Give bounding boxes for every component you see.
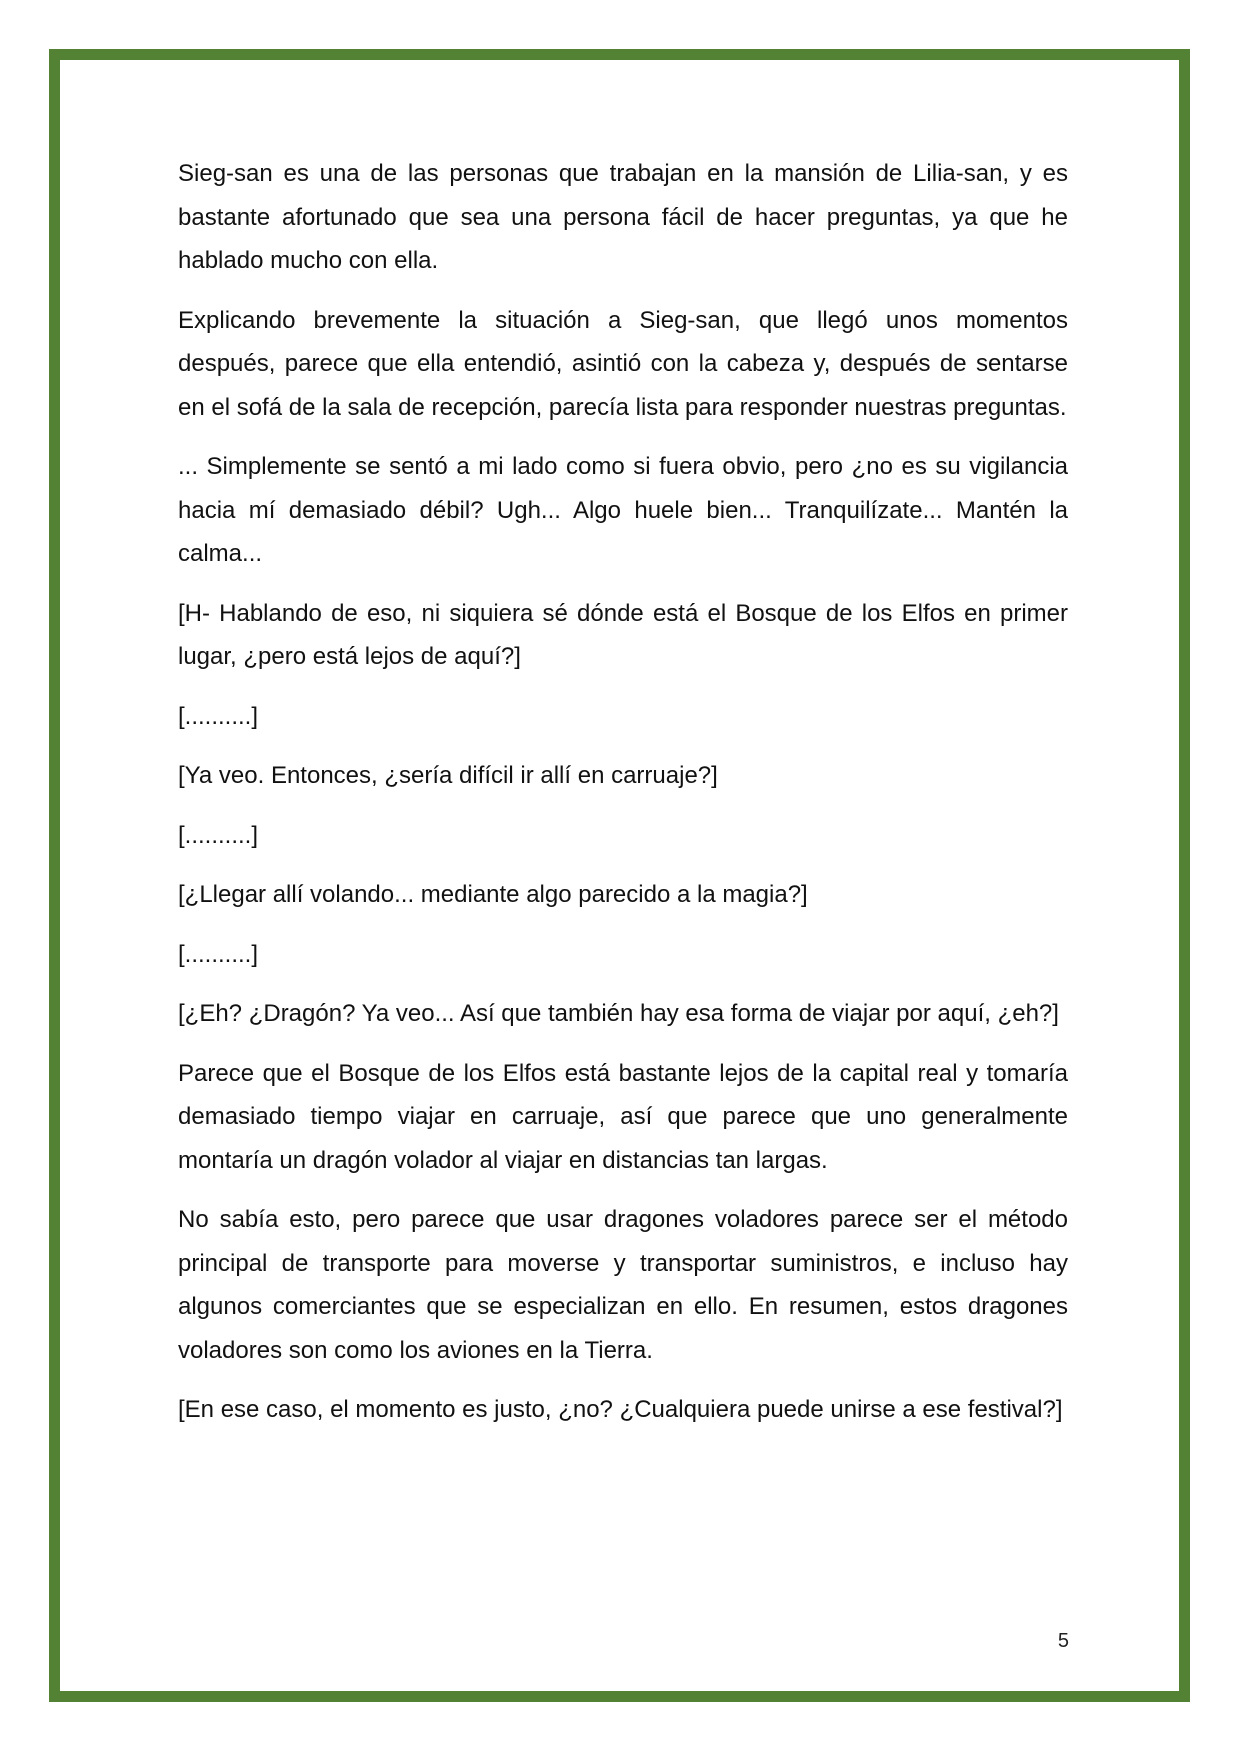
- paragraph: Sieg-san es una de las personas que trabajan en la mansión de Lilia-san, y es bastante afortunado que sea una persona fácil de hacer preguntas, ya que he hablado mucho con ella.: [178, 160, 1068, 274]
- page-body: [178, 152, 1068, 1448]
- paragraph: [¿Eh? ¿Dragón? Ya veo... Así que también hay esa forma de viajar por aquí, ¿eh?]: [178, 1000, 1059, 1027]
- paragraph: [¿Llegar allí volando... mediante algo parecido a la magia?]: [178, 881, 808, 908]
- paragraph: [H- Hablando de eso, ni siquiera sé dónde está el Bosque de los Elfos en primer lugar, ¿pero está lejos de aquí?]: [178, 599, 1068, 670]
- paragraph: [..........]: [178, 821, 259, 849]
- paragraph: [Ya veo. Entonces, ¿sería difícil ir allí en carruaje?]: [178, 762, 718, 789]
- paragraph: [En ese caso, el momento es justo, ¿no? ¿Cualquiera puede unirse a ese festival?]: [178, 1396, 1063, 1423]
- paragraph: No sabía esto, pero parece que usar dragones voladores parece ser el método principal de transporte para moverse y transportar suministros, e incluso hay algunos comerciantes que se especializan en ello. En resumen, estos dragones voladores son como los aviones en la Tierra.: [178, 1206, 1068, 1364]
- paragraph: Explicando brevemente la situación a Sieg-san, que llegó unos momentos después, parece que ella entendió, asintió con la cabeza y, después de sentarse en el sofá de la sala de recepción, parecía lista para responder nuestras preguntas.: [178, 306, 1068, 421]
- page-number: 5: [1057, 1630, 1069, 1652]
- paragraph: ... Simplemente se sentó a mi lado como si fuera obvio, pero ¿no es su vigilancia hacia mí demasiado débil? Ugh... Algo huele bien... Tranquilízate... Mantén la calma...: [178, 453, 1068, 567]
- paragraph: [..........]: [178, 702, 259, 730]
- paragraph: Parece que el Bosque de los Elfos está bastante lejos de la capital real y tomaría demasiado tiempo viajar en carruaje, así que parece que uno generalmente montaría un dragón volador al viajar en distancias tan largas.: [178, 1059, 1068, 1174]
- paragraph: [..........]: [178, 940, 259, 968]
